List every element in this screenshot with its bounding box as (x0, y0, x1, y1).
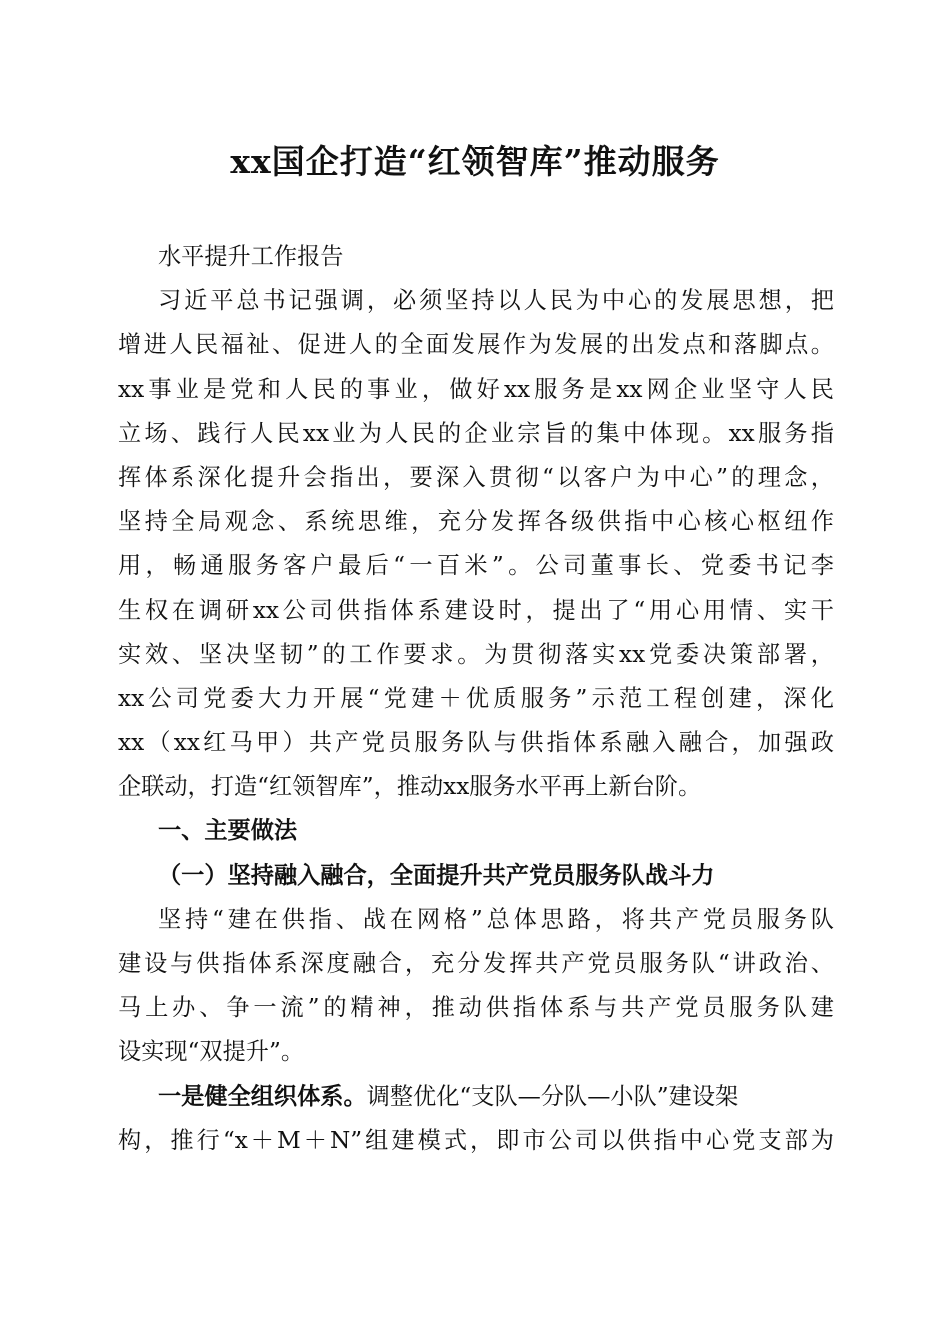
paragraph-line: 生权在调研xx公司供指体系建设时，提出了“用心用情、实干 (118, 596, 834, 624)
paragraph-line: xx事业是党和人民的事业，做好xx服务是xx网企业坚守人民 (118, 375, 834, 403)
paragraph-line: 马上办、争一流”的精神，推动供指体系与共产党员服务队建 (118, 994, 834, 1022)
paragraph-line: 构，推行“x＋M＋N”组建模式，即市公司以供指中心党支部为 (118, 1126, 834, 1154)
section-heading: 一、主要做法 (158, 817, 298, 845)
paragraph-line: 立场、践行人民xx业为人民的企业宗旨的集中体现。xx服务指 (118, 419, 834, 447)
subsection-heading: （一）坚持融入融合，全面提升共产党员服务队战斗力 (158, 861, 715, 889)
paragraph-line: 建设与供指体系深度融合，充分发挥共产党员服务队“讲政治、 (118, 950, 834, 977)
paragraph-line: 实效、坚决坚韧”的工作要求。为贯彻落实xx党委决策部署， (118, 640, 834, 668)
paragraph-line: 挥体系深化提升会指出，要深入贯彻“以客户为中心”的理念， (118, 463, 834, 491)
paragraph-line: 用，畅通服务客户最后“一百米”。公司董事长、党委书记李 (118, 552, 834, 580)
lead-phrase: 一是健全组织体系。 (158, 1082, 367, 1110)
paragraph-line: 设实现“双提升”。 (118, 1038, 305, 1066)
paragraph-line: 增进人民福祉、促进人的全面发展作为发展的出发点和落脚点。 (118, 331, 834, 359)
paragraph-line: xx（xx红马甲）共产党员服务队与供指体系融入融合，加强政 (118, 729, 834, 757)
paragraph-line (118, 1075, 834, 1119)
paragraph-line: 习近平总书记强调，必须坚持以人民为中心的发展思想，把 (158, 287, 834, 315)
paragraph-line: 坚持全局观念、系统思维，充分发挥各级供指中心核心枢纽作 (118, 508, 834, 536)
lead-phrase-continuation: 调整优化“支队—分队—小队”建设架 (366, 1082, 739, 1110)
paragraph-line: 坚持“建在供指、战在网格”总体思路，将共产党员服务队 (158, 905, 834, 933)
subtitle-line: 水平提升工作报告 (158, 243, 344, 270)
document-body (118, 235, 834, 1163)
paragraph-line: 企联动，打造“红领智库”，推动xx服务水平再上新台阶。 (118, 773, 702, 801)
paragraph-line: xx公司党委大力开展“党建＋优质服务”示范工程创建，深化 (118, 684, 834, 712)
page-title: xx国企打造“红领智库”推动服务 (230, 142, 720, 181)
